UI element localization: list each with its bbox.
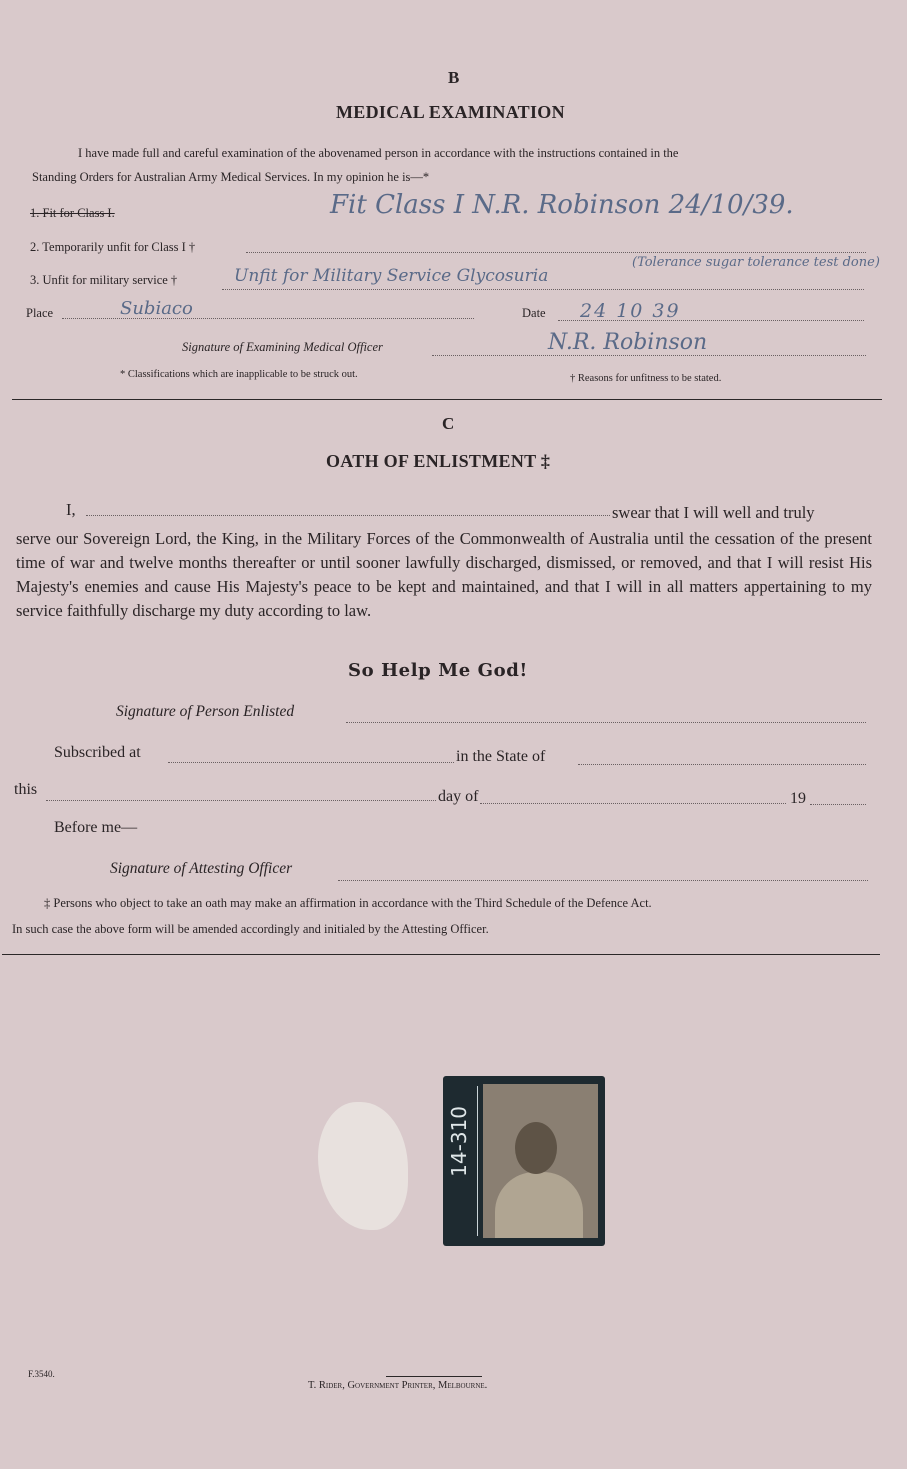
portrait-head <box>515 1122 557 1174</box>
oath-footnote-line2: In such case the above form will be amended accordingly and initialed by the Attesting Officer. <box>12 922 489 936</box>
printer-imprint: T. Rider, Government Printer, Melbourne. <box>308 1380 488 1391</box>
enlistee-photograph <box>443 1076 605 1246</box>
section-divider-c <box>2 954 880 955</box>
oath-body-text: serve our Sovereign Lord, the King, in the Military Forces of the Commonwealth of Australia until the cessation of the present time of war and twelve months thereafter or until sooner lawfully discharged, dismissed, or removed, and that I will resist His Majesty's enemies and cause His Majesty's peace to be kept and maintained, and that I will in all matters appertaining to my service faithfully discharge my duty according to law. <box>16 529 872 620</box>
photo-portrait <box>483 1084 598 1238</box>
item-unfit-military-line <box>222 289 864 290</box>
footnote-classifications: * Classifications which are inapplicable to be struck out. <box>120 369 358 380</box>
month-line <box>480 803 786 804</box>
printer-rule <box>386 1376 482 1377</box>
state-of-line <box>578 764 866 765</box>
oath-name-line <box>86 515 610 516</box>
form-code: F.3540. <box>28 1369 55 1379</box>
place-value: Subiaco <box>120 298 193 319</box>
date-label: Date <box>522 306 546 320</box>
photo-number: 14-310 <box>447 1106 471 1177</box>
before-me-label: Before me— <box>54 819 138 836</box>
person-enlisted-signature-line <box>346 722 866 723</box>
item-unfit-military: 3. Unfit for military service † <box>30 273 178 287</box>
oath-opening: I, <box>66 500 76 519</box>
medical-examination-title: MEDICAL EXAMINATION <box>336 102 565 122</box>
year-prefix-label: 19 <box>790 790 806 807</box>
year-line <box>810 804 866 805</box>
item-temporarily-unfit: 2. Temporarily unfit for Class I † <box>30 240 196 254</box>
medical-officer-signature-label: Signature of Examining Medical Officer <box>182 340 383 354</box>
place-label: Place <box>26 306 54 320</box>
oath-first-line-end: swear that I will well and truly <box>612 503 815 522</box>
this-label: this <box>14 781 38 798</box>
oath-motto: So Help Me God! <box>348 660 528 681</box>
subscribed-at-label: Subscribed at <box>54 744 141 761</box>
item-fit-class-1-handwriting: Fit Class I N.R. Robinson 24/10/39. <box>330 190 794 220</box>
state-of-label: in the State of <box>456 748 546 765</box>
medical-officer-signature-line <box>432 355 866 356</box>
person-enlisted-signature-label: Signature of Person Enlisted <box>116 703 295 720</box>
footnote-reasons: † Reasons for unfitness to be stated. <box>570 373 722 384</box>
this-day-line <box>46 800 436 801</box>
section-c-letter: C <box>442 414 455 433</box>
portrait-shoulders <box>495 1172 583 1238</box>
item-unfit-handwriting: Unfit for Military Service Glycosuria <box>234 266 549 286</box>
medical-intro-line1: I have made full and careful examination of the abovenamed person in accordance with the instructions contained in the <box>78 146 679 160</box>
item-temporarily-unfit-line <box>246 252 866 253</box>
subscribed-at-line <box>168 762 454 763</box>
item-fit-class-1: 1. Fit for Class I. <box>30 206 115 220</box>
date-value: 24 10 39 <box>580 300 681 322</box>
paper-stain <box>318 1102 408 1230</box>
medical-intro-line2: Standing Orders for Australian Army Medical Services. In my opinion he is—* <box>32 170 430 184</box>
medical-officer-signature: N.R. Robinson <box>548 330 708 355</box>
item-unfit-handwriting-note: (Tolerance sugar tolerance test done) <box>632 255 880 270</box>
day-of-label: day of <box>438 788 479 805</box>
oath-of-enlistment-title: OATH OF ENLISTMENT ‡ <box>326 451 551 471</box>
section-b-letter: B <box>448 68 460 87</box>
attesting-officer-signature-label: Signature of Attesting Officer <box>110 860 293 877</box>
attesting-officer-signature-line <box>338 880 868 881</box>
oath-footnote-line1: ‡ Persons who object to take an oath may make an affirmation in accordance with the Third Schedule of the Defence Act. <box>44 896 652 910</box>
section-divider-b <box>12 399 882 400</box>
